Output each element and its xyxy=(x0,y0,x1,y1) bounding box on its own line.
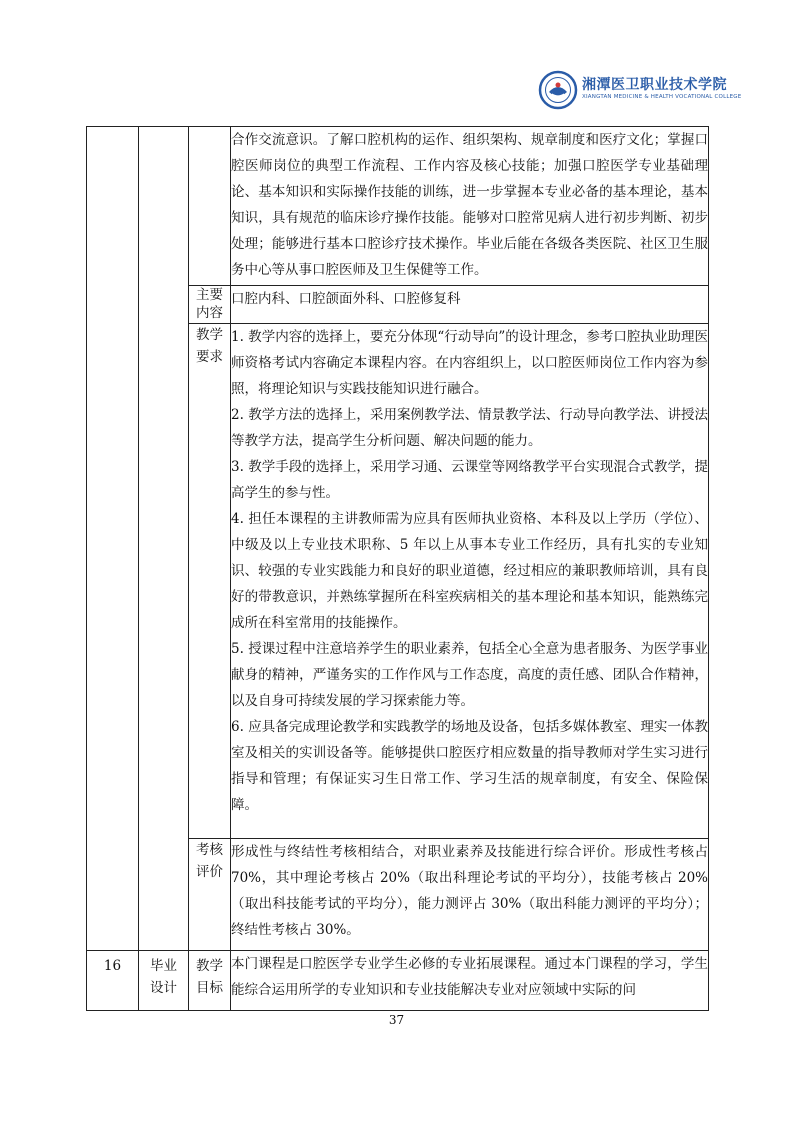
main-content-label: 主要 内容 xyxy=(189,286,231,324)
main-content-text: 口腔内科、口腔颌面外科、口腔修复科 xyxy=(231,286,709,324)
requirement-item: 6. 应具备完成理论教学和实践教学的场地及设备，包括多媒体教室、理实一体教室及相关的实训设备等。能够提供口腔医疗相应数量的指导教师对学生实习进行指导和管理；有保证实习生日常工作、学习生活的规章制度，有安全、保险保障。 xyxy=(231,719,708,813)
requirement-item: 4. 担任本课程的主讲教师需为应具有医师执业资格、本科及以上学历（学位）、中级及以上专业技术职称、5 年以上从事本专业工作经历，具有扎实的专业知识、较强的专业实践能力和良好的职业道德，经过相应的兼职教师培训，具有良好的带教意识，并熟练掌握所在科室疾病相关的基本理论和基本知识，能熟练完成所在科室常用的技能操作。 xyxy=(231,511,708,631)
label-cell xyxy=(189,127,231,286)
requirement-item: 1. 教学内容的选择上，要充分体现“行动导向”的设计理念，参考口腔执业助理医师资格考试内容确定本课程内容。在内容组织上，以口腔医师岗位工作内容为参照，将理论知识与实践技能知识进行融合。 xyxy=(231,329,708,397)
teaching-objective-text: 本门课程是口腔医学专业学生必修的专业拓展课程。通过本门课程的学习，学生能综合运用所学的专业知识和专业技能解决专业对应领域中实际的问 xyxy=(231,951,709,1011)
requirement-item: 5. 授课过程中注意培养学生的职业素养，包括全心全意为患者服务、为医学事业献身的精神，严谨务实的工作作风与工作态度，高度的责任感、团队合作精神，以及自身可持续发展的学习探索能力等。 xyxy=(231,641,708,709)
course-cell xyxy=(139,127,189,951)
college-name-en: XIANGTAN MEDICINE & HEALTH VOCATIONAL COLLEGE xyxy=(582,94,742,100)
college-logo xyxy=(538,66,742,116)
row-number: 16 xyxy=(87,951,139,1011)
college-name: 湘潭医卫职业技术学院 xyxy=(582,77,727,93)
curriculum-table xyxy=(86,126,709,1011)
table-row xyxy=(87,127,709,286)
course-name: 毕业 设计 xyxy=(139,951,189,1011)
requirement-item: 2. 教学方法的选择上，采用案例教学法、情景教学法、行动导向教学法、讲授法等教学方法，提高学生分析问题、解决问题的能力。 xyxy=(231,407,708,449)
teaching-requirements-label: 教学 要求 xyxy=(189,324,231,839)
teaching-requirements-text xyxy=(231,324,709,839)
teaching-objective-label: 教学 目标 xyxy=(189,951,231,1011)
number-cell xyxy=(87,127,139,951)
assessment-text: 形成性与终结性考核相结合，对职业素养及技能进行综合评价。形成性考核占 70%，其中理论考核占 20%（取出科理论考试的平均分），技能考核占 20%（取出科技能考试的平均分），能力测评占 30%（取出科能力测评的平均分）；终结性考核占 30%。 xyxy=(231,839,709,951)
requirement-item: 3. 教学手段的选择上，采用学习通、云课堂等网络教学平台实现混合式教学，提高学生的参与性。 xyxy=(231,459,708,501)
page-number: 37 xyxy=(388,1013,405,1027)
assessment-label: 考核 评价 xyxy=(189,839,231,951)
objective-continued: 合作交流意识。了解口腔机构的运作、组织架构、规章制度和医疗文化；掌握口腔医师岗位的典型工作流程、工作内容及核心技能；加强口腔医学专业基础理论、基本知识和实际操作技能的训练，进一步掌握本专业必备的基本理论，基本知识，具有规范的临床诊疗操作技能。能够对口腔常见病人进行初步判断、初步处理；能够进行基本口腔诊疗技术操作。毕业后能在各级各类医院、社区卫生服务中心等从事口腔医师及卫生保健等工作。 xyxy=(231,127,709,286)
college-emblem-icon xyxy=(538,70,578,110)
table-row xyxy=(87,951,709,1011)
